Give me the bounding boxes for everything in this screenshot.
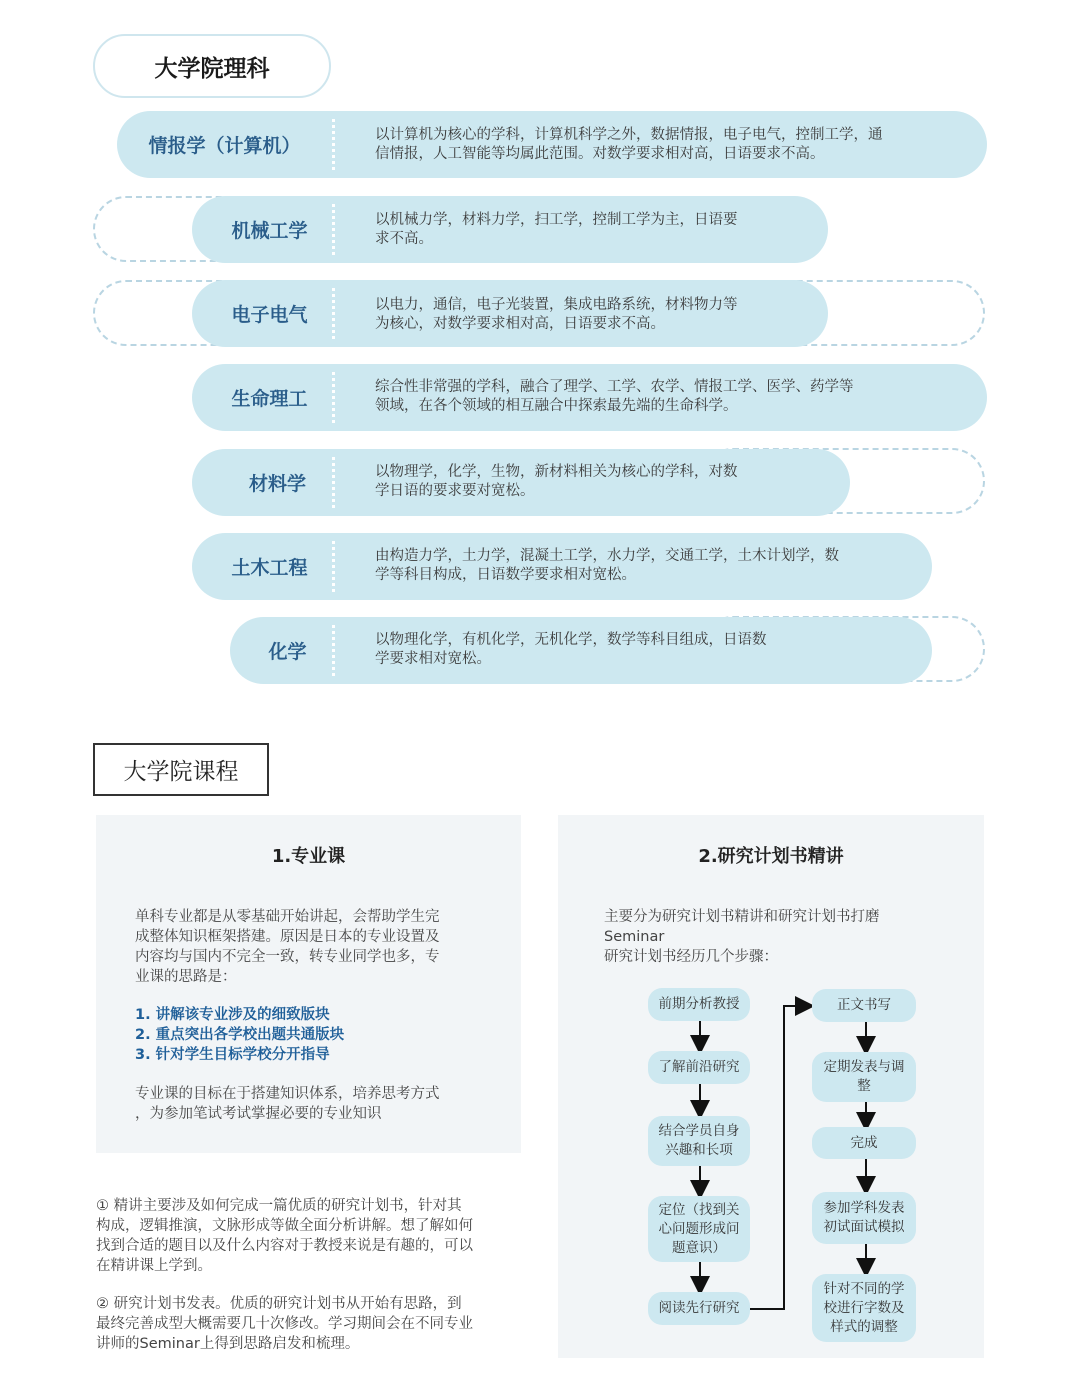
desc-line: 领域，在各个领域的相互融合中探索最先端的生命科学。 [375,398,738,414]
text-line: 最终完善成型大概需要几十次修改。学习期间会在不同专业 [96,1316,473,1332]
list-item: 1. 讲解该专业涉及的细致版块 [135,1007,330,1023]
panel-title: 1.专业课 [271,846,346,867]
desc-line: 学日语的要求要对宽松。 [375,483,535,499]
text-line: 成整体知识框架搭建。原因是日本的专业设置及 [135,929,440,945]
text-line: 主要分为研究计划书精讲和研究计划书打磨 [604,909,880,925]
text-line: 在精讲课上学到。 [96,1258,212,1274]
desc-line: 综合性非常强的学科，融合了理学、工学、农学、情报工学、医学、药学等 [375,379,854,395]
text-line: 构成，逻辑推演，文脉形成等做全面分析讲解。想了解如何 [96,1218,473,1234]
text-line: ，为参加笔试考试掌握必要的专业知识 [135,1106,382,1122]
list-item: 3. 针对学生目标学校分开指导 [135,1047,330,1063]
flow-step: 完成 [812,1127,916,1159]
subject-name: 机械工学 [231,220,308,242]
section-title-science: 大学院理科 [93,34,331,98]
desc-line: 由构造力学，土力学，混凝土工学，水力学，交通工学，土木计划学，数 [375,548,839,564]
text-line: 单科专业都是从零基础开始讲起，会帮助学生完 [135,909,440,925]
flow-step: 结合学员自身兴趣和长项 [648,1116,750,1166]
text-line: 专业课的目标在于搭建知识体系，培养思考方式 [135,1086,440,1102]
text-line: ① 精讲主要涉及如何完成一篇优质的研究计划书，针对其 [96,1198,462,1214]
flow-step: 正文书写 [812,989,916,1022]
list-item: 2. 重点突出各学校出题共通版块 [135,1027,345,1043]
desc-line: 以机械力学，材料力学，扫工学，控制工学为主，日语要 [375,212,738,228]
subject-name: 情报学（计算机） [148,135,301,157]
text-line: 讲师的Seminar上得到思路启发和梳理。 [96,1336,360,1352]
flow-step: 参加学科发表初试面试模拟 [812,1192,916,1244]
desc-line: 为核心，对数学要求相对高，日语要求不高。 [375,316,665,332]
panel-title: 2.研究计划书精讲 [698,846,844,867]
desc-line: 以电力，通信，电子光装置，集成电路系统，材料物力等 [375,297,738,313]
flow-step: 定期发表与调整 [812,1052,916,1102]
desc-line: 学等科目构成，日语数学要求相对宽松。 [375,567,636,583]
flow-step: 前期分析教授 [648,988,750,1021]
flow-step: 阅读先行研究 [648,1292,750,1325]
subject-name: 电子电气 [231,304,308,326]
text-line: 内容均与国内不完全一致，转专业同学也多，专 [135,949,440,965]
desc-line: 求不高。 [375,231,433,247]
desc-line: 以物理学，化学，生物，新材料相关为核心的学科，对数 [375,464,738,480]
text-line: 找到合适的题目以及什么内容对于教授来说是有趣的，可以 [96,1238,473,1254]
flow-step: 针对不同的学校进行字数及样式的调整 [812,1274,916,1342]
subject-name: 材料学 [248,473,306,495]
desc-line: 学要求相对宽松。 [375,651,491,667]
desc-line: 信情报，人工智能等均属此范围。对数学要求相对高，日语要求不高。 [375,146,825,162]
text-line: ② 研究计划书发表。优质的研究计划书从开始有思路，到 [96,1296,462,1312]
section-title-courses: 大学院课程 [93,743,269,796]
subject-name: 生命理工 [231,388,308,410]
desc-line: 以物理化学，有机化学，无机化学，数学等科目组成，日语数 [375,632,767,648]
subject-name: 土木工程 [231,557,308,579]
text-line: Seminar [604,929,665,945]
subject-name: 化学 [268,641,307,663]
text-line: 研究计划书经历几个步骤： [604,949,778,965]
flow-step: 定位（找到关心问题形成问题意识） [648,1196,750,1262]
text-line: 业课的思路是： [135,969,237,985]
desc-line: 以计算机为核心的学科，计算机科学之外，数据情报，电子电气，控制工学，通 [375,127,883,143]
flow-step: 了解前沿研究 [648,1051,750,1084]
